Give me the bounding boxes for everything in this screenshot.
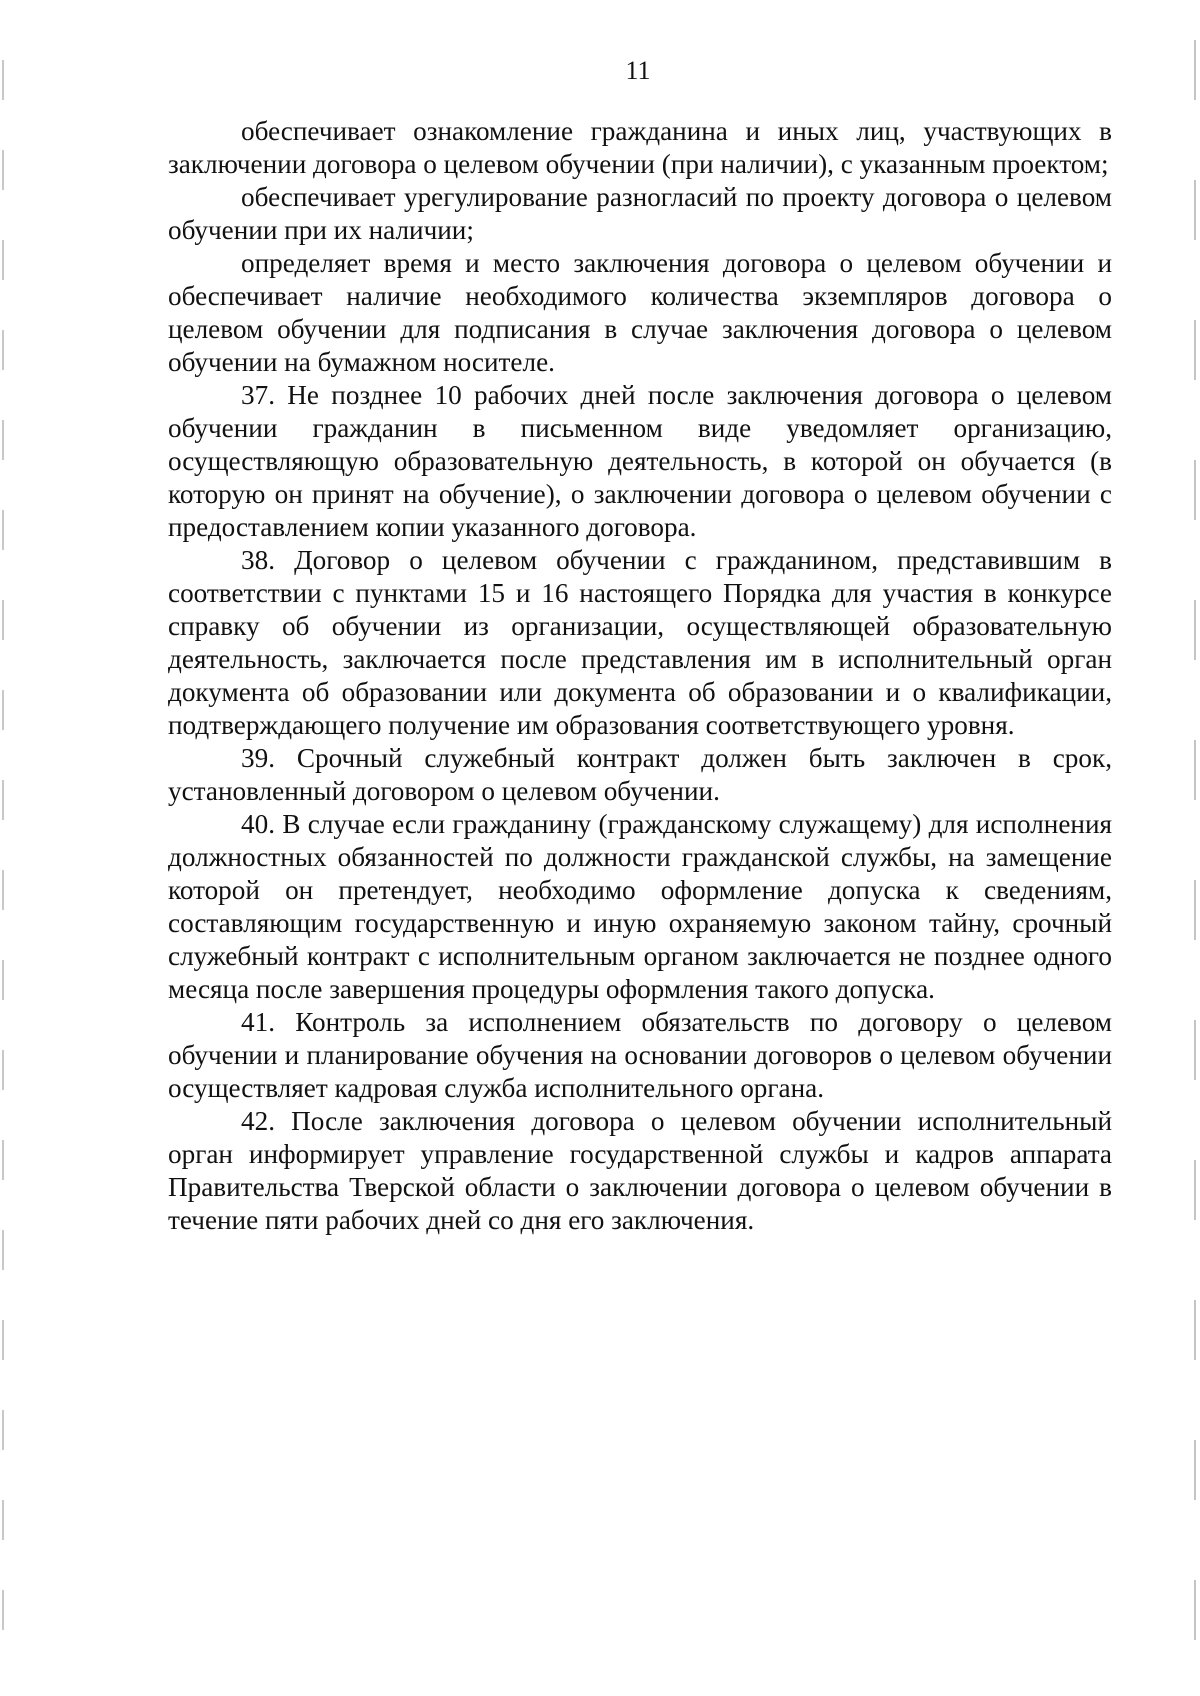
paragraph-item-40: 40. В случае если гражданину (гражданскому служащему) для исполнения должностных обязанностей по должности гражданской службы, на замещение которой он претендует, необходимо оформление допуска к сведениям, составляющим государственную и иную охраняемую законом тайну, срочный служебный контракт с исполнительным органом заключается не позднее одного месяца после завершения процедуры оформления такого допуска. — [168, 809, 1112, 1004]
paragraph-item-42: 42. После заключения договора о целевом обучении исполнительный орган информирует управление государственной службы и кадров аппарата Правительства Тверской области о заключении договора о целевом обучении в течение пяти рабочих дней со дня его заключения. — [168, 1106, 1112, 1235]
paragraph-item-38: 38. Договор о целевом обучении с гражданином, представившим в соответствии с пунктами 15 и 16 настоящего Порядка для участия в конкурсе справку об обучении из организации, осуществляющей образовательную деятельность, заключается после представления им в исполнительный орган документа об образовании или документа об образовании и о квалификации, подтверждающего получение им образования соответствующего уровня. — [168, 545, 1112, 740]
paragraph-item-39: 39. Срочный служебный контракт должен быть заключен в срок, установленный договором о целевом обучении. — [168, 743, 1112, 806]
paragraph-disagreements: обеспечивает урегулирование разногласий по проекту договора о целевом обучении при их наличии; — [168, 182, 1112, 245]
page-number: 11 — [625, 56, 651, 85]
scan-edge-right — [1194, 40, 1196, 1660]
scan-edge-left — [2, 60, 4, 1660]
document-body — [168, 115, 1112, 1237]
paragraph-item-41: 41. Контроль за исполнением обязательств по договору о целевом обучении и планирование обучения на основании договоров о целевом обучении осуществляет кадровая служба исполнительного органа. — [168, 1007, 1112, 1103]
paragraph-item-37: 37. Не позднее 10 рабочих дней после заключения договора о целевом обучении гражданин в письменном виде уведомляет организацию, осуществляющую образовательную деятельность, в которой он обучается (в которую он принят на обучение), о заключении договора о целевом обучении с предоставлением копии указанного договора. — [168, 380, 1112, 542]
paragraph-familiarization: обеспечивает ознакомление гражданина и иных лиц, участвующих в заключении договора о целевом обучении (при наличии), с указанным проектом; — [168, 116, 1112, 179]
paragraph-time-place: определяет время и место заключения договора о целевом обучении и обеспечивает наличие необходимого количества экземпляров договора о целевом обучении для подписания в случае заключения договора о целевом обучении на бумажном носителе. — [168, 248, 1112, 377]
